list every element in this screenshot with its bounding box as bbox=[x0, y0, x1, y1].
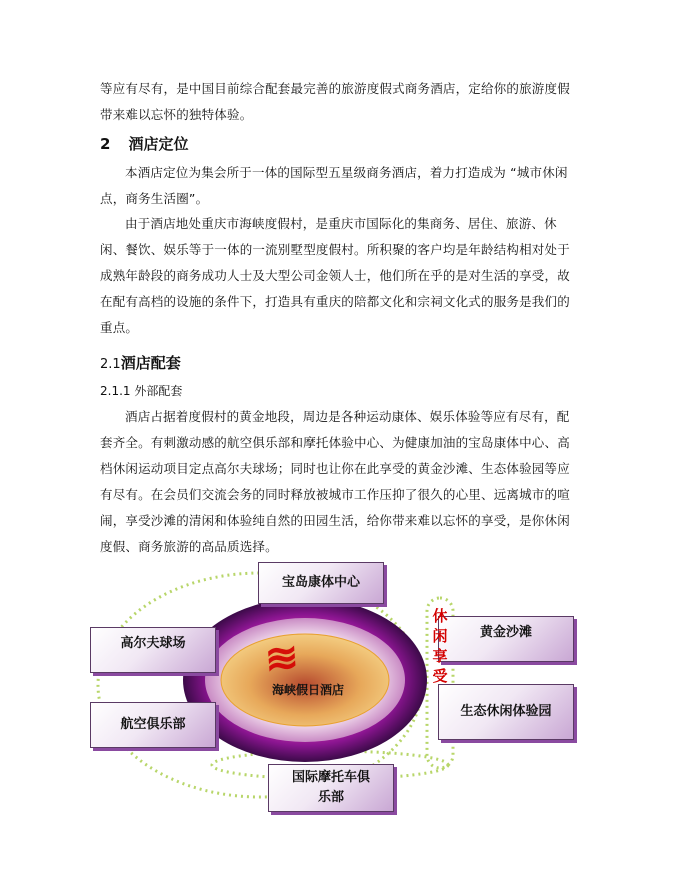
section-number: 2 bbox=[100, 135, 111, 153]
section-title: 酒店定位 bbox=[128, 135, 189, 153]
box-bottom: 国际摩托车俱乐部 bbox=[268, 764, 394, 812]
box-left-top: 高尔夫球场 bbox=[90, 627, 216, 673]
paragraph-intro: 等应有尽有，是中国目前综合配套最完善的旅游度假式商务酒店，定给你的旅游度假带来难以忘怀的独特体验。 bbox=[100, 81, 570, 122]
box-left-bottom: 航空俱乐部 bbox=[90, 702, 216, 748]
paragraph-positioning: 本酒店定位为集会所于一体的国际型五星级商务酒店，着力打造成为 “城市休闲点，商务生活圈”。 bbox=[100, 165, 568, 206]
paragraph-facilities: 酒店占据着度假村的黄金地段，周边是各种运动康体、娱乐体验等应有尽有，配套齐全。有刺激动感的航空俱乐部和摩托体验中心、为健康加油的宝岛康体中心、高档休闲运动项目定点高尔夫球场；同时也让你在此享受的黄金沙滩、生态体验园等应有尽有。在会员们交流会务的同时释放被城市工作压抑了很久的心里、远离城市的喧闹，享受沙滩的清闲和体验纯自然的田园生活，给你带来难以忘怀的享受，是你休闲度假、商务旅游的高品质选择。 bbox=[100, 409, 570, 554]
vertical-label-leisure: 休闲享受 bbox=[432, 607, 448, 685]
red-scribble-center: ≋ bbox=[263, 634, 293, 683]
center-hotel-label: 海峡假日酒店 bbox=[271, 683, 344, 697]
subsection-heading-2-1 bbox=[100, 352, 181, 373]
paragraph-location: 由于酒店地处重庆市海峡度假村，是重庆市国际化的集商务、居住、旅游、休闲、餐饮、娱乐等于一体的一流别墅型度假村。所积聚的客户均是年龄结构相对处于成熟年龄段的商务成功人士及大型公司金领人士，他们所在乎的是对生活的享受，故在配有高档的设施的条件下，打造具有重庆的陪都文化和宗祠文化式的服务是我们的重点。 bbox=[100, 216, 570, 335]
box-right-bottom: 生态休闲体验园 bbox=[438, 684, 574, 740]
box-right-top: 黄金沙滩 bbox=[438, 616, 574, 662]
subsubsection-heading: 2.1.1 外部配套 bbox=[100, 384, 183, 398]
subsection-title: 酒店配套 bbox=[120, 354, 181, 372]
box-top: 宝岛康体中心 bbox=[258, 562, 384, 604]
section-heading-2 bbox=[100, 133, 188, 154]
subsection-number: 2.1 bbox=[100, 357, 121, 372]
facilities-diagram bbox=[85, 560, 585, 820]
